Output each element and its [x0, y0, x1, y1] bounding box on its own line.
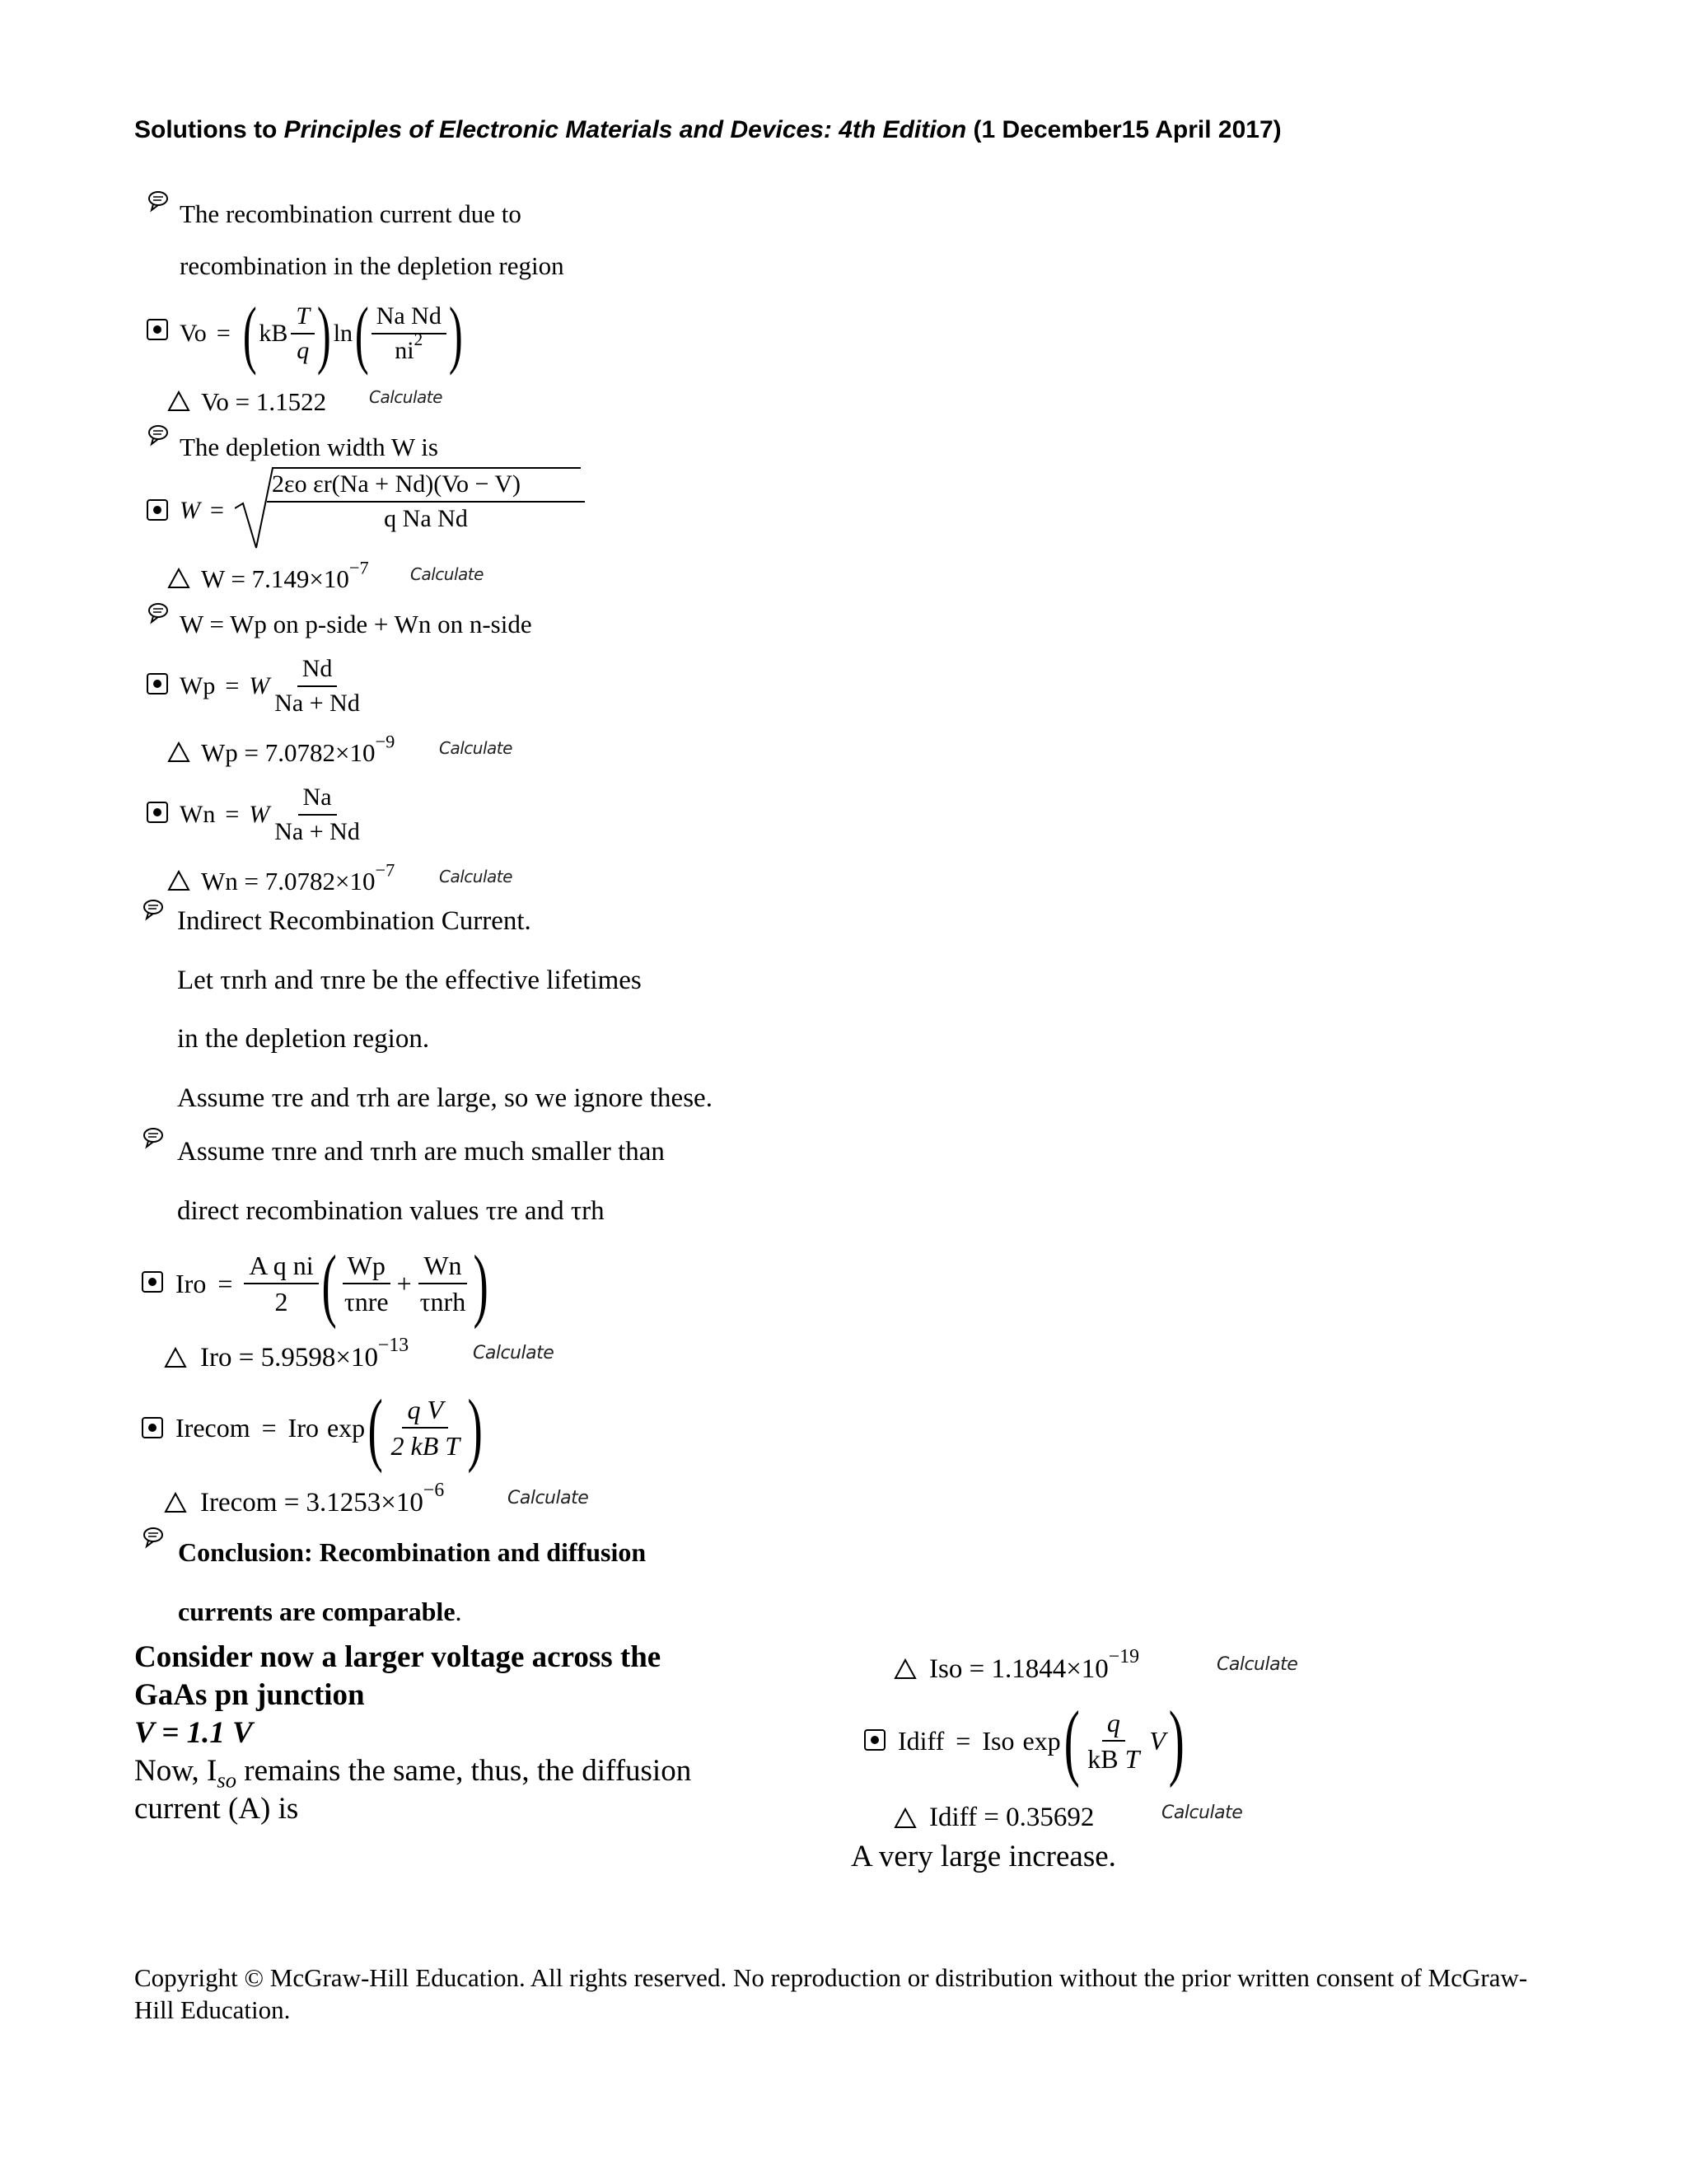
diffusion-text-line1: Now, $I_{so}$ remains the same, thus, the diffusion: [134, 1754, 692, 1793]
equation-region-icon[interactable]: [147, 802, 168, 823]
large-increase-note: A very large increase.: [851, 1840, 1116, 1873]
comment-icon: [147, 423, 170, 447]
result-triangle-icon: [166, 741, 191, 764]
wn-result: $Wn = 7.0782\times 10^{-7}$: [201, 859, 395, 896]
diffusion-text-line2: current (A) is: [134, 1792, 299, 1826]
idiff-equation: Idiff = Iso exp ( $\frac{q}{\text{kB T}}$ V ): [898, 1693, 1185, 1789]
calculate-button[interactable]: Calculate: [410, 564, 484, 584]
result-triangle-icon: [166, 869, 191, 892]
recombination-comment-line2: recombination in the depletion region: [180, 251, 564, 280]
book-title: Principles of Electronic Materials and Devices: 4th Edition: [283, 116, 967, 143]
calculate-button[interactable]: Calculate: [1161, 1803, 1243, 1823]
w-lhs: W =: [180, 497, 224, 524]
equation-region-icon[interactable]: [142, 1417, 163, 1438]
result-triangle-icon: [893, 1807, 918, 1830]
indirect-comment-line1: Indirect Recombination Current.: [177, 906, 531, 936]
calculate-button[interactable]: Calculate: [473, 1343, 554, 1363]
copyright-footer: Copyright © McGraw-Hill Education. All rights reserved. No reproduction or distribution without the prior written consent of McGraw-Hill Education.: [134, 1963, 1528, 2024]
iro-equation: Iro = $\frac{\text{A q ni}}{2}$ ( $\frac{Wp}{\text{τnre}}$ + $\frac{Wn}{\text{τnrh}}$ ): [175, 1237, 489, 1330]
calculate-button[interactable]: Calculate: [1217, 1654, 1298, 1675]
larger-voltage-heading-line2: GaAs pn junction: [134, 1678, 365, 1712]
vo-result: Vo = 1.1522: [201, 387, 327, 416]
equation-region-icon[interactable]: [147, 673, 168, 694]
revision-date: (1 December15 April 2017): [973, 116, 1282, 143]
wp-result: $Wp = 7.0782\times 10^{-9}$: [201, 731, 395, 767]
idiff-result: Idiff = 0.35692: [929, 1803, 1095, 1832]
comment-icon: [147, 601, 170, 624]
result-triangle-icon: [163, 1491, 188, 1514]
iso-result: Iso = $1.1844\times 10^{-19}$: [929, 1646, 1139, 1684]
vo-equation: Vo = ( kB $\frac{T}{q}$ ) ln ( $\frac{\text{Na Nd}}{ni^2}$ ): [180, 292, 463, 376]
calculate-button[interactable]: Calculate: [507, 1488, 589, 1508]
recombination-comment-line1: The recombination current due to: [180, 199, 521, 228]
result-triangle-icon: [166, 567, 191, 590]
wn-equation: Wn = W $\frac{Na}{Na + Nd}$: [180, 783, 360, 845]
assume-comment-line2: direct recombination values τre and τrh: [177, 1196, 605, 1226]
irecom-equation: Irecom = Iro exp ( $\frac{\text{q V}}{\text{2 kB T}}$ ): [175, 1382, 483, 1474]
result-triangle-icon: [163, 1346, 188, 1369]
w-split-comment: W = Wp on p-side + Wn on n-side: [180, 610, 532, 638]
equation-region-icon[interactable]: [142, 1271, 163, 1293]
iro-result: Iro = $5.9598\times 10^{-13}$: [200, 1335, 409, 1373]
w-result: $W = 7.149\times 10^{-7}$: [201, 557, 369, 593]
larger-voltage-heading-line1: Consider now a larger voltage across the: [134, 1640, 661, 1674]
result-triangle-icon: [893, 1658, 918, 1681]
result-triangle-icon: [166, 390, 191, 413]
indirect-comment-line3: in the depletion region.: [177, 1024, 430, 1054]
page-header: Solutions to Principles of Electronic Materials and Devices: 4th Edition (1 December15 April 2017): [134, 116, 1282, 143]
voltage-value: V = 1.1 V: [134, 1716, 253, 1750]
conclusion-line2: currents are comparable.: [178, 1597, 462, 1626]
w-fraction: $\frac{\text{2εo εr(Na + Nd)(Vo − V)}}{\text{q Na Nd}}$: [272, 470, 580, 534]
wp-equation: Wp = W $\frac{Nd}{Na + Nd}$: [180, 655, 360, 717]
depletion-width-comment: The depletion width W is: [180, 433, 438, 461]
comment-icon: [147, 189, 170, 213]
calculate-button[interactable]: Calculate: [439, 867, 512, 886]
conclusion-line1: Conclusion: Recombination and diffusion: [178, 1537, 647, 1567]
calculate-button[interactable]: Calculate: [439, 738, 512, 758]
indirect-comment-line4: Assume τre and τrh are large, so we ignore these.: [177, 1083, 713, 1113]
equation-region-icon[interactable]: [147, 499, 168, 521]
comment-icon: [142, 898, 165, 921]
comment-icon: [142, 1526, 165, 1549]
indirect-comment-line2: Let τnrh and τnre be the effective lifetimes: [177, 966, 642, 995]
equation-region-icon[interactable]: [147, 319, 168, 340]
assume-comment-line1: Assume τnre and τnrh are much smaller than: [177, 1137, 665, 1167]
calculate-button[interactable]: Calculate: [369, 387, 442, 407]
equation-region-icon[interactable]: [864, 1729, 886, 1751]
irecom-result: Irecom = $3.1253\times 10^{-6}$: [200, 1480, 445, 1518]
comment-icon: [142, 1126, 165, 1149]
